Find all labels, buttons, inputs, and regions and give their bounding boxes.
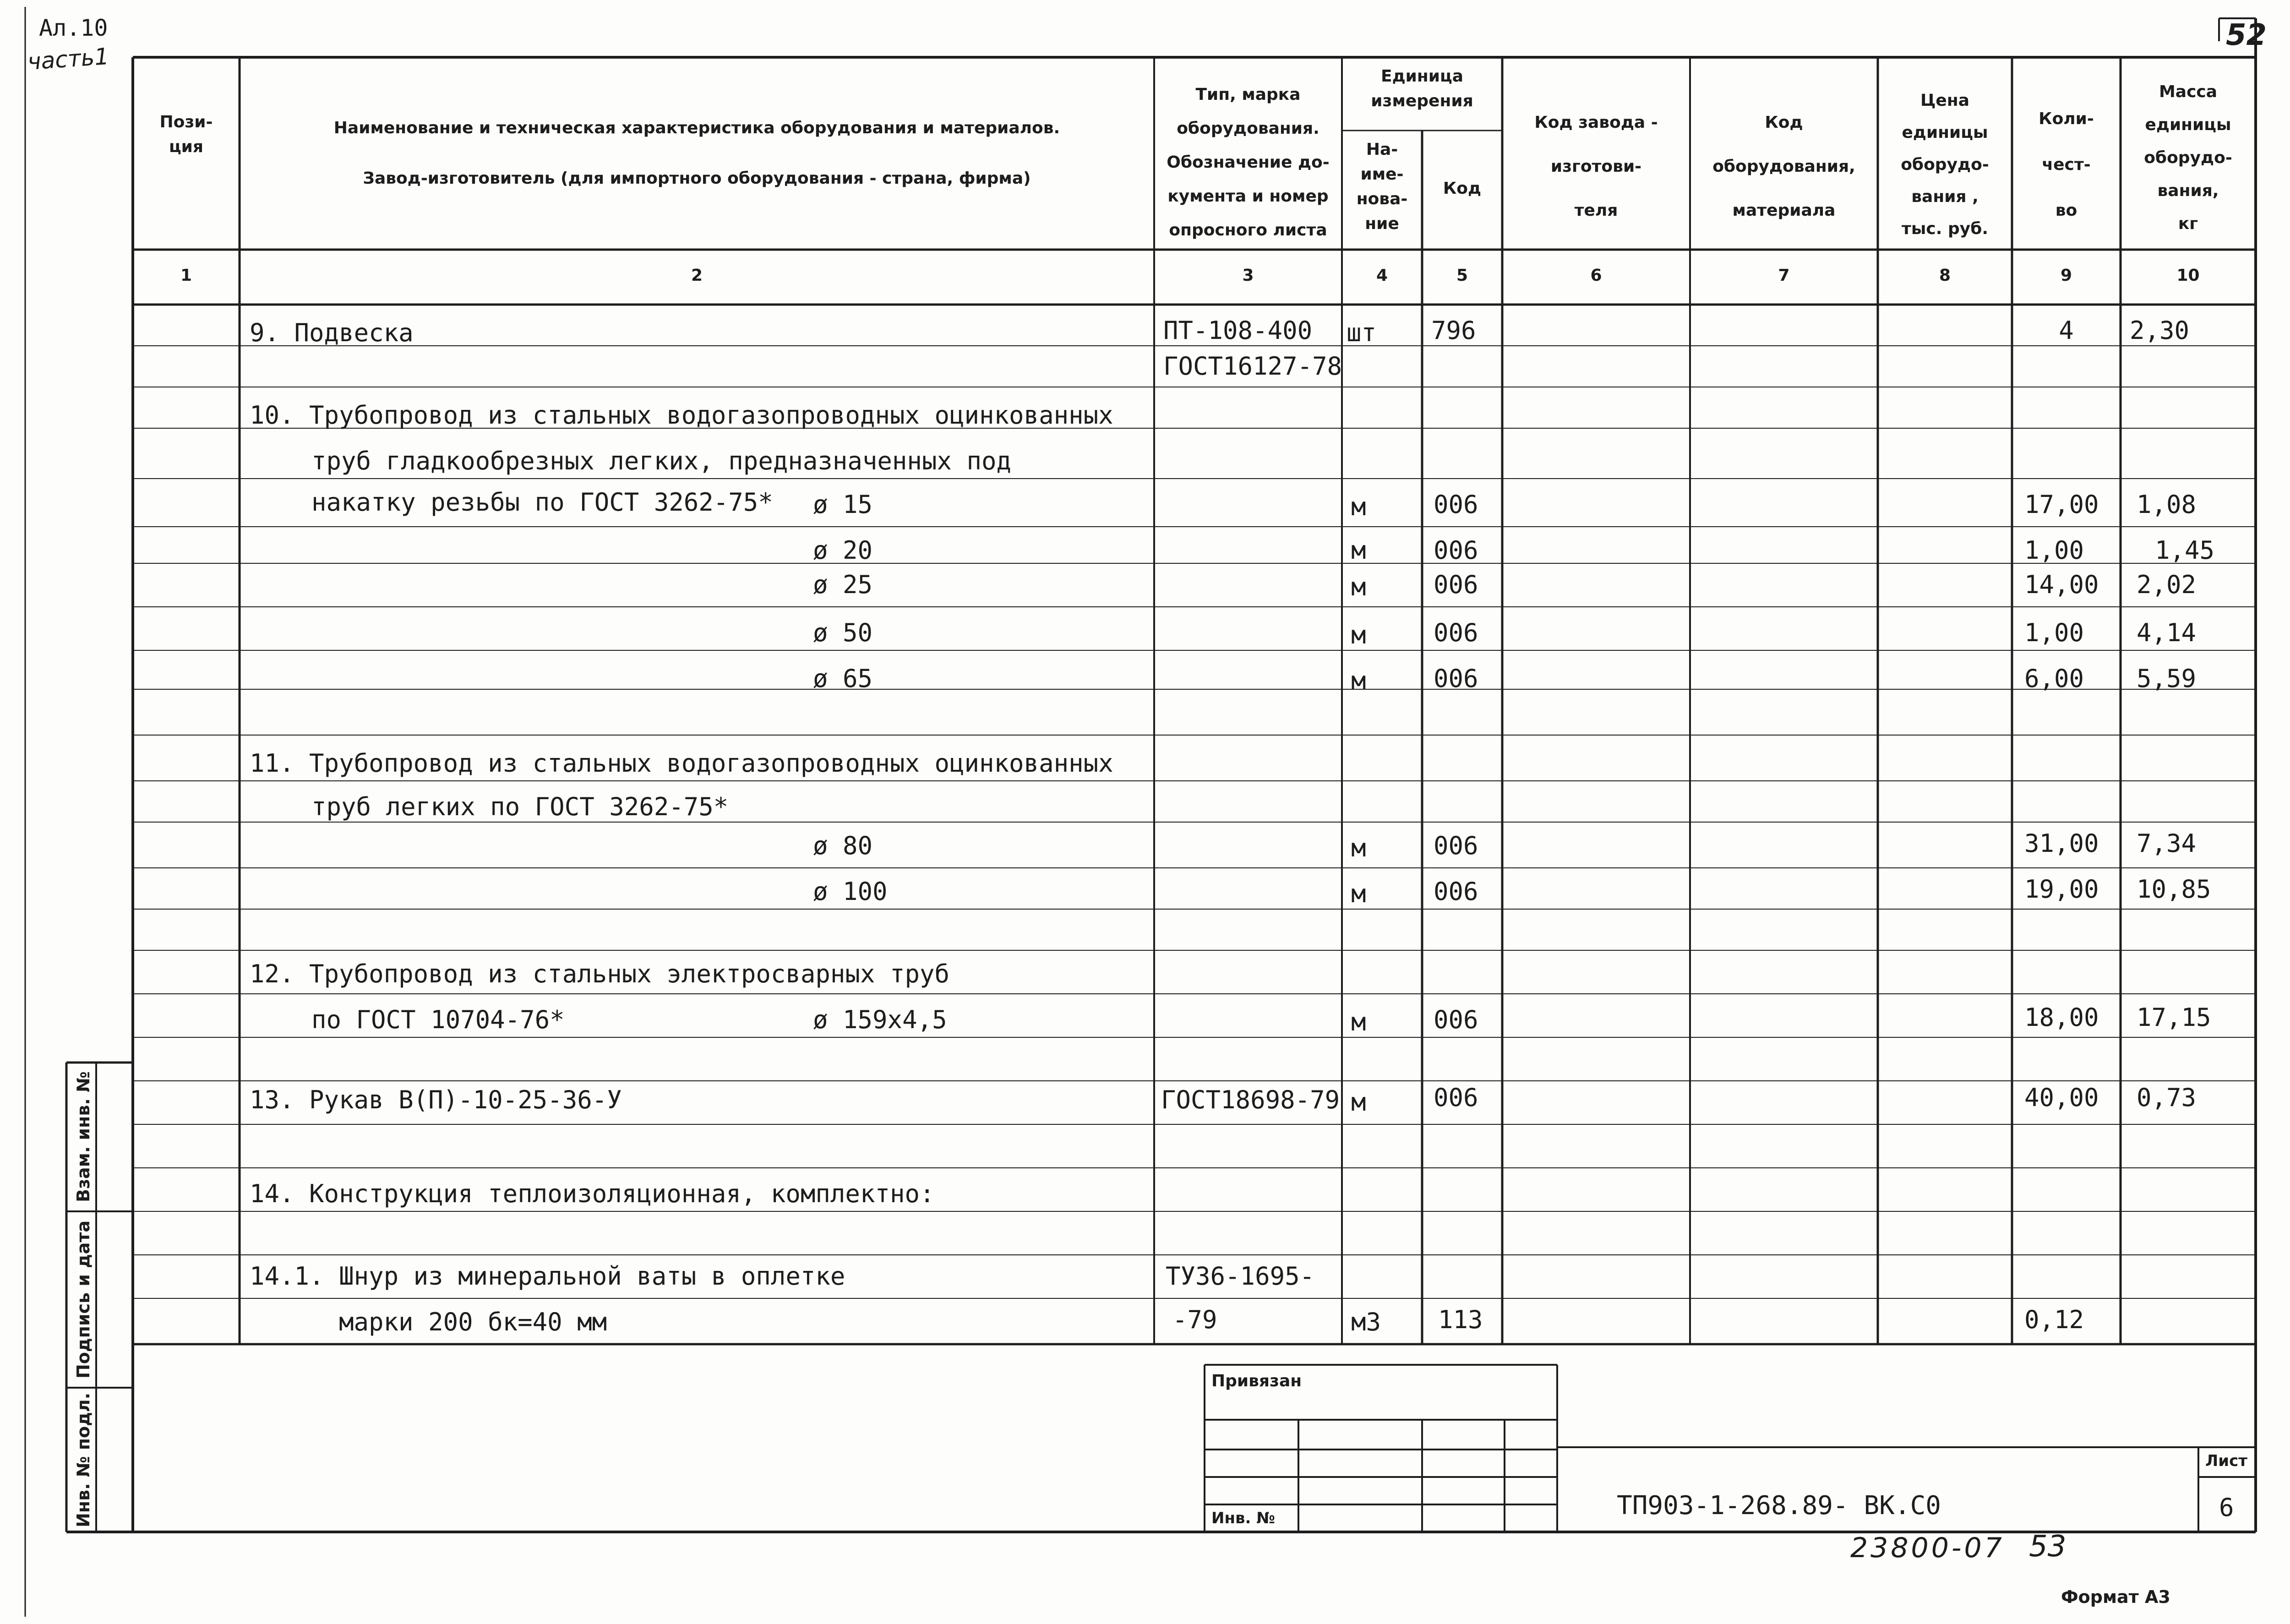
unit-mass: 1,45 xyxy=(2155,536,2215,565)
side-label: Взам. инв. № xyxy=(73,1071,93,1202)
col-number: 2 xyxy=(691,266,703,285)
unit-code: 006 xyxy=(1434,618,1478,647)
item-type: -79 xyxy=(1172,1305,1217,1334)
item-type: ПТ-108-400 xyxy=(1163,316,1313,345)
unit-code: 113 xyxy=(1438,1305,1483,1334)
unit-mass: 7,34 xyxy=(2137,829,2197,858)
diameter: ø 20 xyxy=(813,536,873,565)
col-number: 9 xyxy=(2060,266,2072,285)
sheet-label-text: Лист xyxy=(2205,1452,2247,1470)
unit-mass: 5,59 xyxy=(2137,664,2197,693)
header-equipment-code: Код оборудования, материала xyxy=(1712,113,1855,220)
diameter: ø 65 xyxy=(813,664,873,693)
unit-mass: 1,08 xyxy=(2137,490,2197,519)
header-position: Пози- ция xyxy=(159,113,213,156)
col-number: 5 xyxy=(1456,266,1468,285)
diameter: ø 159х4,5 xyxy=(813,1005,947,1034)
diameter: ø 80 xyxy=(813,831,873,860)
document-code: ТП903-1-268.89- ВК.С0 xyxy=(1617,1491,1941,1520)
sheet-label: Ал.10 xyxy=(39,15,108,41)
item-name: 13. Рукав В(П)-10-25-36-У xyxy=(250,1085,622,1114)
item-type: ГОСТ16127-78 xyxy=(1163,352,1342,381)
header-unit-group: Единица измерения xyxy=(1371,67,1473,110)
quantity: 17,00 xyxy=(2024,490,2099,519)
header-mass: Масса единицы оборудо- вания, кг xyxy=(2144,82,2232,233)
paper-format: Формат А3 xyxy=(2061,1587,2170,1607)
col-number: 3 xyxy=(1242,266,1254,285)
unit-mass: 2,02 xyxy=(2137,570,2197,599)
quantity: 40,00 xyxy=(2024,1083,2099,1112)
header-unit-name: На- име- нова- ние xyxy=(1356,140,1408,233)
item-name: марки 200 бк=40 мм xyxy=(339,1308,607,1336)
quantity: 0,12 xyxy=(2024,1305,2084,1334)
col-number: 10 xyxy=(2176,266,2200,285)
page-number: 53 xyxy=(2029,1530,2066,1564)
unit-name: м xyxy=(1351,666,1366,695)
item-name: 11. Трубопровод из стальных водогазопроводных оцинкованных xyxy=(250,749,1113,778)
unit-name: м3 xyxy=(1351,1308,1381,1336)
quantity: 1,00 xyxy=(2024,618,2084,647)
quantity: 6,00 xyxy=(2024,664,2084,693)
header-price: Цена единицы оборудо- вания , тыс. руб. xyxy=(1901,91,1989,238)
side-label: Подпись и дата xyxy=(73,1220,93,1379)
col-number: 7 xyxy=(1778,266,1790,285)
unit-name: м xyxy=(1351,572,1366,601)
header-name: Наименование и техническая характеристика оборудования и материалов. Завод-изготовитель (для импортного оборудования - страна, фирма) xyxy=(333,119,1060,188)
unit-name: м xyxy=(1351,536,1366,565)
quantity: 18,00 xyxy=(2024,1003,2099,1032)
item-name: 14.1. Шнур из минеральной ваты в оплетке xyxy=(250,1262,845,1291)
quantity: 4 xyxy=(2059,316,2074,345)
item-name: 14. Конструкция теплоизоляционная, комплектно: xyxy=(250,1179,935,1208)
sheet-mark-handwritten: 52 xyxy=(2226,18,2267,52)
item-name: труб гладкообрезных легких, предназначенных под xyxy=(311,447,1012,475)
col-number: 8 xyxy=(1939,266,1951,285)
quantity: 19,00 xyxy=(2024,875,2099,904)
item-name: труб легких по ГОСТ 3262-75* xyxy=(311,792,729,821)
side-label: Инв. № подл. xyxy=(73,1392,93,1527)
unit-mass: 4,14 xyxy=(2137,618,2197,647)
unit-code: 006 xyxy=(1434,664,1478,693)
quantity: 31,00 xyxy=(2024,829,2099,858)
item-name: накатку резьбы по ГОСТ 3262-75* xyxy=(311,488,773,517)
unit-code: 006 xyxy=(1434,877,1478,906)
unit-name: м xyxy=(1351,1008,1366,1036)
unit-name: м xyxy=(1351,621,1366,649)
quantity: 14,00 xyxy=(2024,570,2099,599)
diameter: ø 25 xyxy=(813,570,873,599)
unit-code: 796 xyxy=(1431,316,1476,345)
quantity: 1,00 xyxy=(2024,536,2084,565)
archive-number: 23800-07 xyxy=(1850,1532,2005,1564)
header-factory-code: Код завода - изготови- теля xyxy=(1534,113,1658,220)
unit-mass: 2,30 xyxy=(2130,316,2190,345)
header-unit-code: Код xyxy=(1443,179,1482,198)
col-number: 4 xyxy=(1376,266,1388,285)
unit-name: м xyxy=(1351,834,1366,862)
item-name: 9. Подвеска xyxy=(250,318,414,347)
unit-name: м xyxy=(1351,492,1366,521)
unit-mass: 0,73 xyxy=(2137,1083,2197,1112)
item-name: 10. Трубопровод из стальных водогазопроводных оцинкованных xyxy=(250,401,1113,430)
col-number: 6 xyxy=(1590,266,1602,285)
diameter: ø 50 xyxy=(813,618,873,647)
unit-code: 006 xyxy=(1434,1083,1478,1112)
unit-code: 006 xyxy=(1434,490,1478,519)
unit-code: 006 xyxy=(1434,536,1478,565)
unit-mass: 10,85 xyxy=(2137,875,2211,904)
header-type: Тип, марка оборудования. Обозначение до- кумента и номер опросного листа xyxy=(1167,85,1330,240)
stamp-bound-label: Привязан xyxy=(1211,1372,1302,1390)
diameter: ø 15 xyxy=(813,490,873,519)
unit-code: 006 xyxy=(1434,1005,1478,1034)
col-number: 1 xyxy=(180,266,192,285)
part-handwritten: часть1 xyxy=(27,43,110,76)
item-name: 12. Трубопровод из стальных электросварных труб xyxy=(250,959,950,988)
sheet-number: 6 xyxy=(2219,1493,2234,1522)
item-name: по ГОСТ 10704-76* xyxy=(311,1005,565,1034)
header-quantity: Коли- чест- во xyxy=(2039,109,2094,220)
unit-mass: 17,15 xyxy=(2137,1003,2211,1032)
unit-name: шт xyxy=(1347,318,1377,347)
item-type: ГОСТ18698-79 xyxy=(1161,1085,1340,1114)
unit-name: м xyxy=(1351,1088,1366,1117)
unit-name: м xyxy=(1351,879,1366,908)
stamp-inv-label: Инв. № xyxy=(1211,1509,1276,1527)
unit-code: 006 xyxy=(1434,831,1478,860)
item-type: ТУ36-1695- xyxy=(1166,1262,1315,1291)
unit-code: 006 xyxy=(1434,570,1478,599)
diameter: ø 100 xyxy=(813,877,888,906)
